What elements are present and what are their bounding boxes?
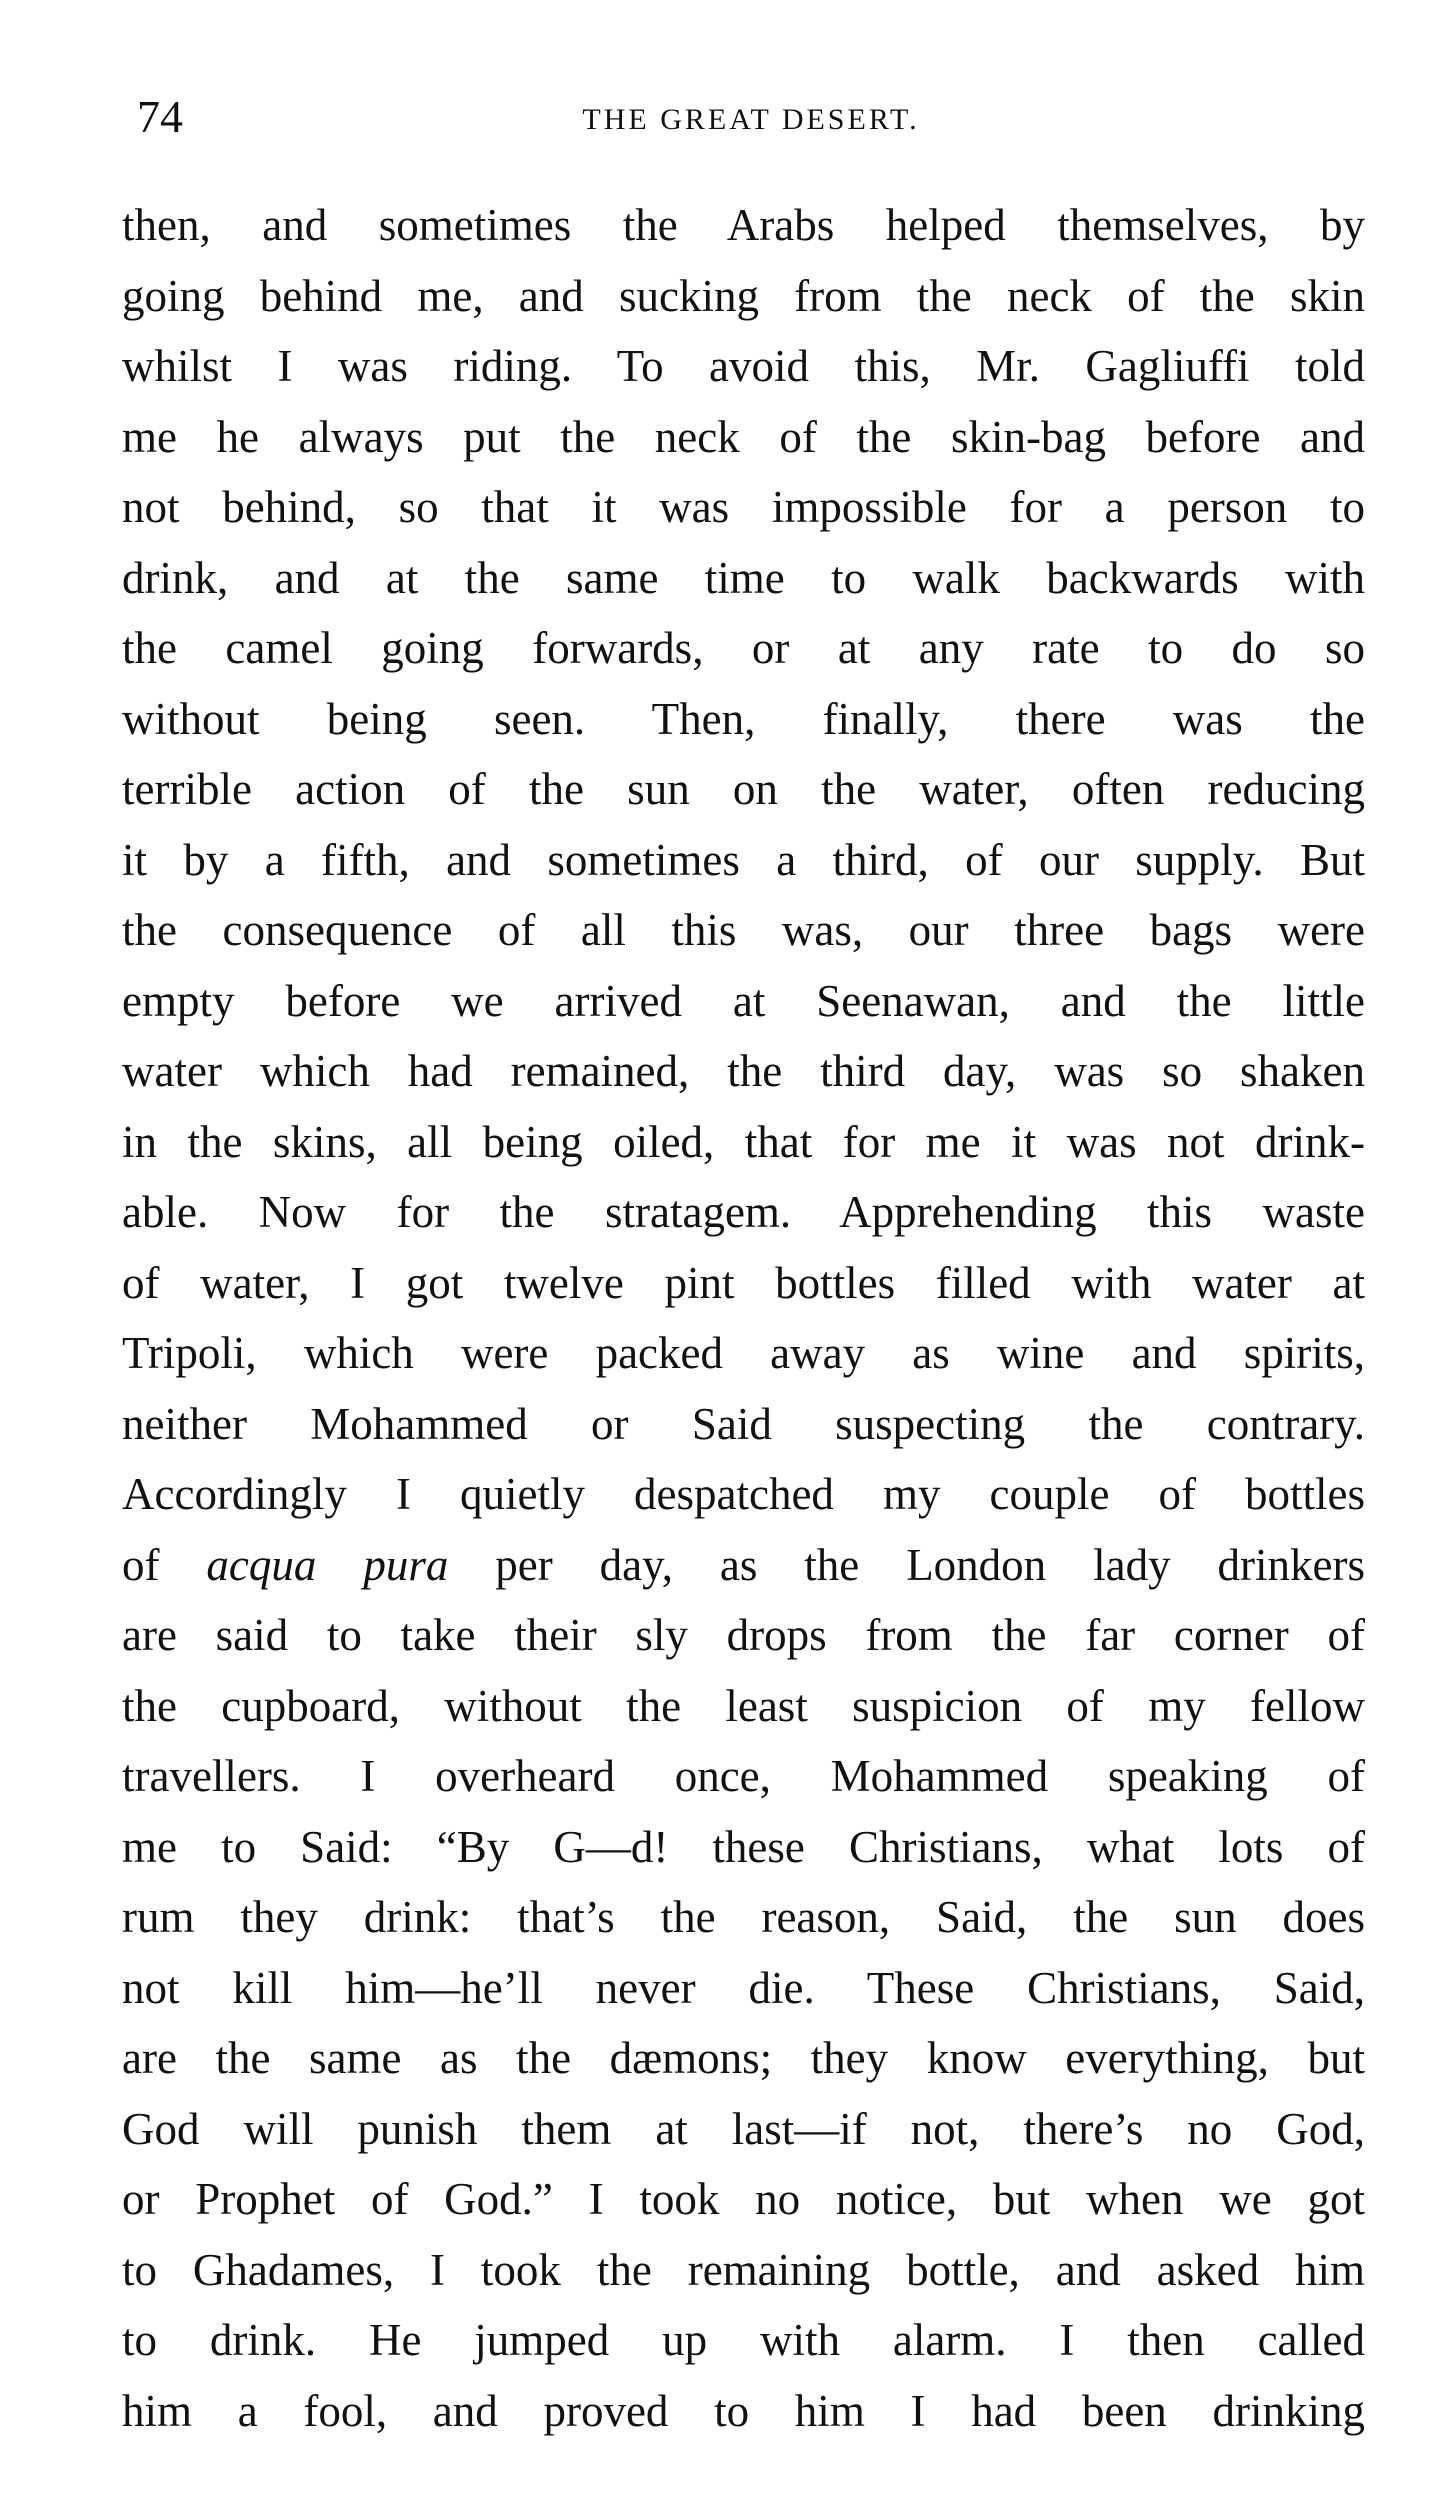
page-number: 74	[137, 91, 183, 142]
text-line: terrible action of the sun on the water, often reducing	[122, 764, 1365, 814]
text-line: it by a fifth, and sometimes a third, of our supply. But	[122, 834, 1365, 885]
text-line: me he always put the neck of the skin-bag before and	[122, 411, 1365, 462]
text-line: neither Mohammed or Said suspecting the contrary.	[122, 1398, 1365, 1449]
running-title: THE GREAT DESERT.	[582, 103, 920, 136]
text-line: me to Said: “By G—d! these Christians, what lots of	[122, 1821, 1365, 1872]
text-line: able. Now for the stratagem. Apprehending this waste	[122, 1187, 1365, 1237]
text-line: are said to take their sly drops from the far corner of	[122, 1610, 1365, 1660]
text-line: Tripoli, which were packed away as wine and spirits,	[122, 1328, 1365, 1378]
text-line: rum they drink: that’s the reason, Said, the sun does	[122, 1892, 1365, 1942]
text-line: not behind, so that it was impossible for a person to	[122, 482, 1365, 532]
text-line: in the skins, all being oiled, that for me it was not drink-	[122, 1116, 1365, 1167]
text-line: travellers. I overheard once, Mohammed speaking of	[122, 1751, 1365, 1801]
text-line: the camel going forwards, or at any rate to do so	[122, 623, 1365, 673]
running-head	[137, 92, 1365, 142]
text-line: the cupboard, without the least suspicion of my fellow	[122, 1680, 1365, 1731]
text-line: or Prophet of God.” I took no notice, but when we got	[122, 2174, 1365, 2224]
text-line: are the same as the dæmons; they know everything, but	[122, 2033, 1365, 2083]
text-line: then, and sometimes the Arabs helped themselves, by	[122, 200, 1365, 250]
text-line: empty before we arrived at Seenawan, and the little	[122, 975, 1365, 1026]
text-line: whilst I was riding. To avoid this, Mr. Gagliuffi told	[122, 341, 1365, 391]
text-line: him a fool, and proved to him I had been drinking	[122, 2385, 1365, 2436]
text-line: of water, I got twelve pint bottles filled with water at	[122, 1257, 1365, 1308]
text-line: Accordingly I quietly despatched my couple of bottles	[122, 1469, 1365, 1519]
text-line: without being seen. Then, finally, there was the	[122, 693, 1365, 744]
text-line-italic-phrase: of acqua pura per day, as the London lady drinkers	[122, 1539, 1365, 1590]
text-line: drink, and at the same time to walk backwards with	[122, 552, 1365, 603]
text-line: to Ghadames, I took the remaining bottle, and asked him	[122, 2244, 1365, 2295]
text-line: God will punish them at last—if not, there’s no God,	[122, 2103, 1365, 2154]
text-line: to drink. He jumped up with alarm. I then called	[122, 2315, 1365, 2365]
text-line: going behind me, and sucking from the neck of the skin	[122, 270, 1365, 321]
text-line: water which had remained, the third day, was so shaken	[122, 1046, 1365, 1096]
body-text	[122, 190, 1365, 2446]
text-line: not kill him—he’ll never die. These Christians, Said,	[122, 1962, 1365, 2013]
text-line: the consequence of all this was, our three bags were	[122, 905, 1365, 955]
italic-phrase: acqua pura	[206, 1539, 449, 1590]
